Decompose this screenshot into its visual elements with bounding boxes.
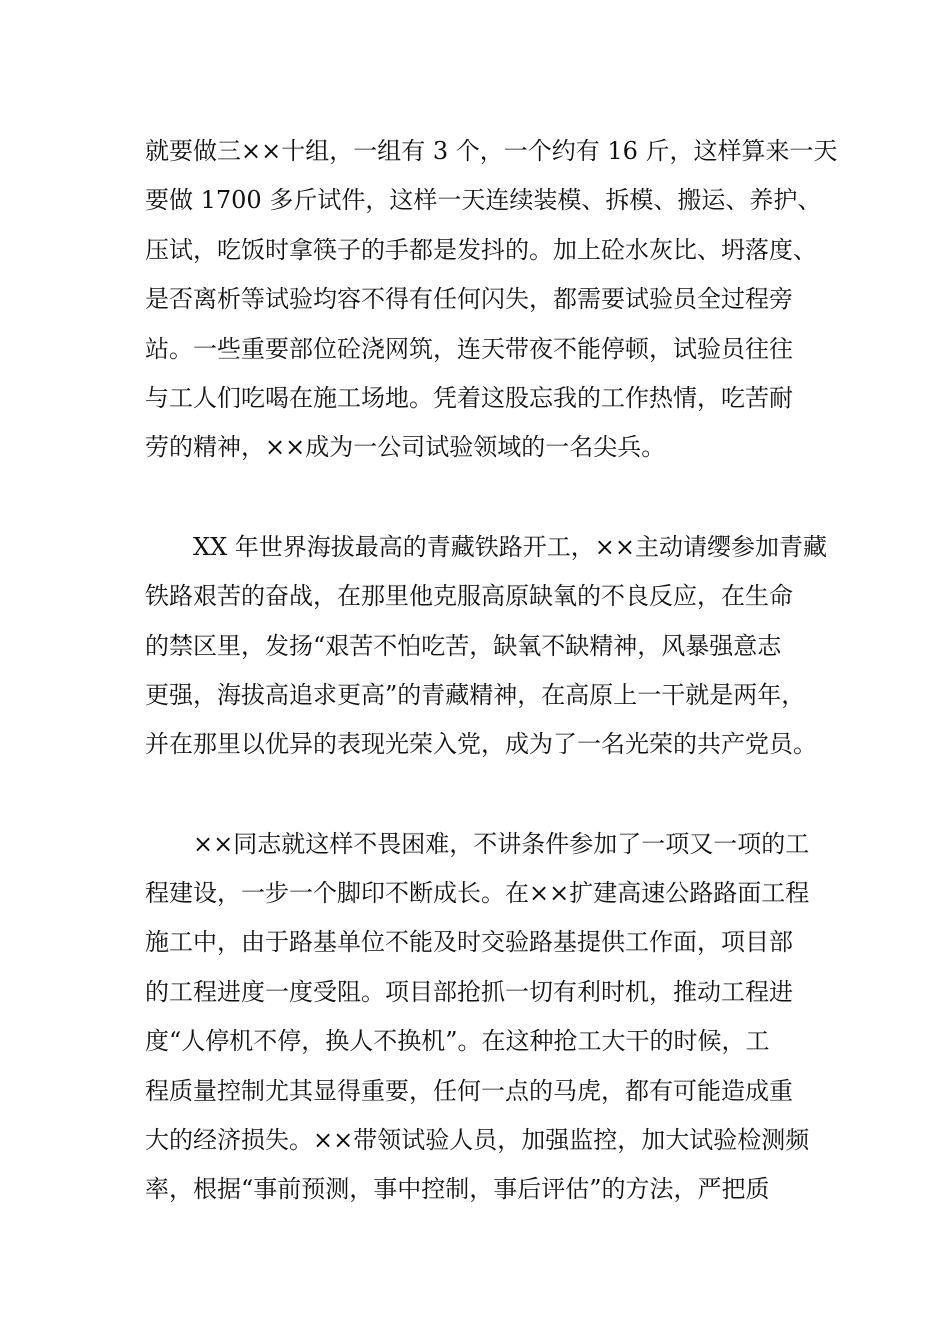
paragraph-1 [145, 127, 838, 473]
text-line: 大的经济损失。××带领试验人员，加强监控，加大试验检测频 [145, 1126, 810, 1155]
document-body [145, 127, 838, 1215]
text-line: 率，根据“事前预测，事中控制，事后评估”的方法，严把质 [145, 1175, 770, 1204]
text-line: 的禁区里，发扬“艰苦不怕吃苦，缺氧不缺精神，风暴强意志 [145, 631, 782, 660]
text-line: 铁路艰苦的奋战，在那里他克服高原缺氧的不良反应，在生命 [145, 582, 793, 611]
text-line: 站。一些重要部位砼浇网筑，连天带夜不能停顿，试验员往往 [145, 334, 793, 363]
text-line: 程质量控制尤其显得重要，任何一点的马虎，都有可能造成重 [145, 1076, 793, 1105]
text-line: 就要做三××十组，一组有 3 个，一个约有 16 斤，这样算来一天 [145, 137, 838, 165]
text-line: 施工中，由于路基单位不能及时交验路基提供工作面，项目部 [145, 928, 793, 957]
text-line: XX 年世界海拔最高的青藏铁路开工，××主动请缨参加青藏 [193, 532, 828, 561]
text-line: 程建设，一步一个脚印不断成长。在××扩建高速公路路面工程 [145, 879, 810, 908]
text-line: 度“人停机不停，换人不换机”。在这种抢工大干的时候，工 [145, 1027, 770, 1056]
text-line: 并在那里以优异的表现光荣入党，成为了一名光荣的共产党员。 [145, 730, 817, 759]
paragraph-gap [145, 473, 835, 523]
text-line: 劳的精神，××成为一公司试验领域的一名尖兵。 [145, 433, 666, 462]
text-line: 要做 1700 多斤试件，这样一天连续装模、拆模、搬运、养护、 [145, 186, 822, 215]
text-line: 更强，海拔高追求更高”的青藏精神，在高原上一干就是两年， [145, 680, 806, 709]
paragraph-2 [145, 523, 835, 770]
text-line: 压试，吃饭时拿筷子的手都是发抖的。加上砼水灰比、坍落度、 [145, 235, 817, 264]
paragraph-3 [145, 820, 835, 1215]
text-line: 与工人们吃喝在施工场地。凭着这股忘我的工作热情，吃苦耐 [145, 383, 793, 412]
paragraph-gap [145, 770, 835, 820]
text-line: 的工程进度一度受阻。项目部抢抓一切有利时机，推动工程进 [145, 977, 793, 1006]
text-line: ××同志就这样不畏困难，不讲条件参加了一项又一项的工 [193, 829, 810, 858]
text-line: 是否离析等试验均容不得有任何闪失，都需要试验员全过程旁 [145, 285, 793, 314]
